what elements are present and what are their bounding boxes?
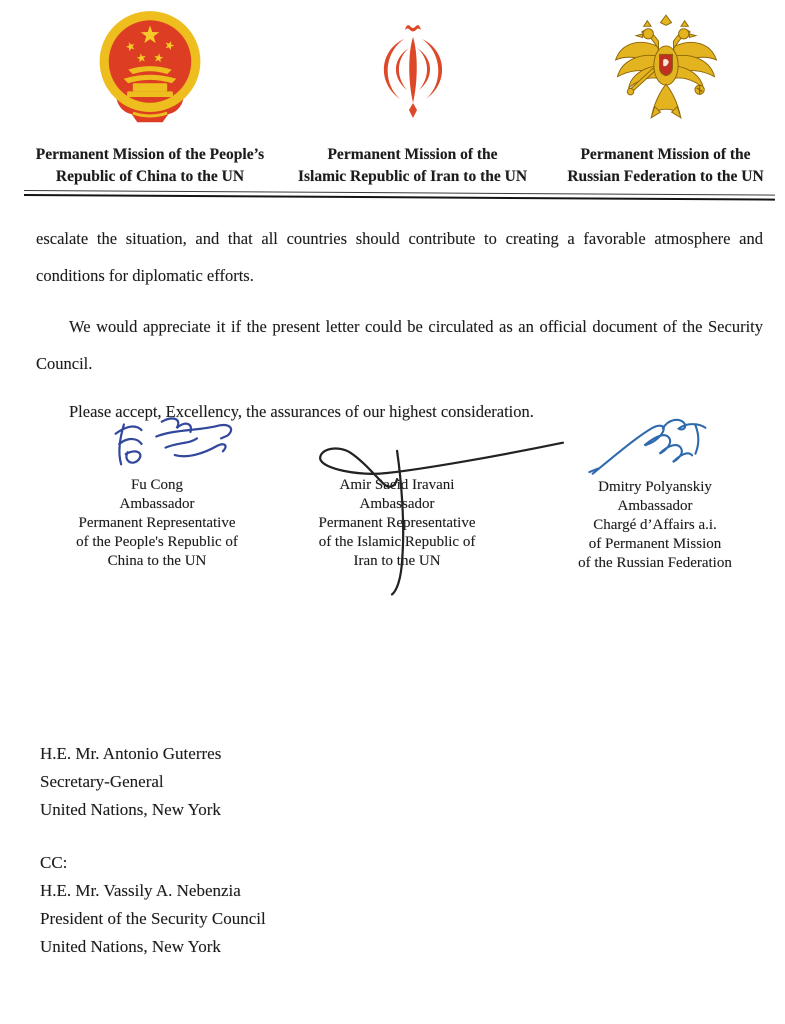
mission-title-line: Republic of China to the UN <box>55 168 245 185</box>
mission-title-line: Permanent Mission of the People’s <box>35 146 265 163</box>
letterhead-divider <box>24 190 775 201</box>
signatory-title-line: Ambassador <box>119 496 195 512</box>
body-paragraph-closing: Please accept, Excellency, the assurances of our highest consideration. <box>69 401 534 421</box>
mission-title-china <box>36 144 264 188</box>
mission-title-line: Islamic Republic of Iran to the UN <box>297 168 528 185</box>
signatory-title-line: Ambassador <box>617 498 693 514</box>
russia-national-emblem-icon <box>610 10 722 136</box>
signatory-title-line: China to the UN <box>107 553 207 569</box>
signatory-title-line: of the Islamic Republic of <box>318 534 476 550</box>
addressee-line: United Nations, New York <box>40 800 221 819</box>
cc-line: H.E. Mr. Vassily A. Nebenzia <box>40 881 241 900</box>
signatory-block-iran <box>287 476 507 571</box>
china-national-emblem-icon <box>92 10 208 136</box>
signatory-name: Amir Saeid Iravani <box>339 477 455 493</box>
cc-block <box>40 849 266 961</box>
addressee-line: Secretary-General <box>40 772 164 791</box>
signatory-block-russia <box>542 478 768 573</box>
mission-title-line: Russian Federation to the UN <box>567 168 764 185</box>
signatory-name: Dmitry Polyanskiy <box>598 479 712 495</box>
signatory-title-line: Chargé d’Affairs a.i. <box>593 517 717 533</box>
mission-header-russia <box>548 0 783 188</box>
cc-line: United Nations, New York <box>40 937 221 956</box>
cc-label: CC: <box>40 853 68 872</box>
signatory-title-line: Iran to the UN <box>353 553 441 569</box>
signatory-title-line: of Permanent Mission <box>588 536 722 552</box>
addressee-block <box>40 740 221 824</box>
signatory-block-china <box>47 476 267 571</box>
signatory-title-line: of the People's Republic of <box>76 534 238 550</box>
mission-title-line: Permanent Mission of the <box>327 146 498 163</box>
signatory-title-line: Permanent Representative <box>318 515 476 531</box>
iran-national-emblem-icon <box>363 15 463 131</box>
mission-title-russia <box>567 144 763 188</box>
mission-title-iran <box>298 144 527 188</box>
body-paragraph-continuation: escalate the situation, and that all countries should contribute to creating a favorable atmosphere and conditions for diplomatic efforts. <box>36 228 763 285</box>
cc-line: President of the Security Council <box>40 909 266 928</box>
mission-header-iran <box>280 0 545 188</box>
signatory-title-line: of the Russian Federation <box>578 555 732 571</box>
signatory-title-line: Ambassador <box>359 496 435 512</box>
body-paragraph-request: We would appreciate it if the present letter could be circulated as an official document of the Security Council. <box>36 316 763 373</box>
signatory-title-line: Permanent Representative <box>78 515 236 531</box>
addressee-line: H.E. Mr. Antonio Guterres <box>40 744 222 763</box>
signatory-name: Fu Cong <box>130 477 184 493</box>
mission-title-line: Permanent Mission of the <box>580 146 751 163</box>
mission-header-china <box>10 0 290 188</box>
